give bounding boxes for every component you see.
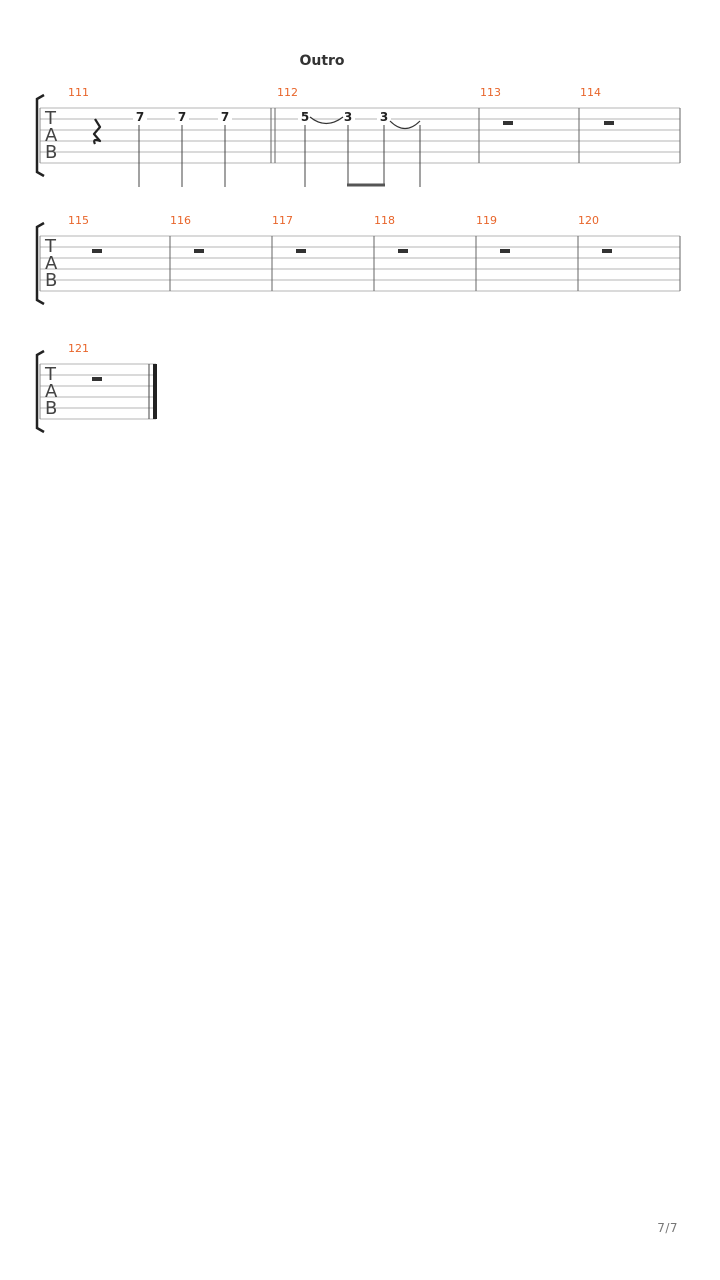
final-barline-thick [153,364,157,419]
tab-clef-b: B [45,142,58,163]
tab-clef-a: A [45,381,58,402]
measure-number: 118 [374,214,395,227]
page-number: 7/7 [657,1221,678,1235]
tab-clef-b: B [45,270,58,291]
measure-number: 115 [68,214,89,227]
measure-number: 116 [170,214,191,227]
whole-rest-icon [602,249,612,253]
tie-arc [390,121,420,129]
note-stems [139,125,225,187]
quarter-rest-icon [94,119,100,144]
tab-clef-a: A [45,253,58,274]
staff-lines [40,236,680,291]
whole-rest-icon [194,249,204,253]
tab-clef-a: A [45,125,58,146]
tab-clef-b: B [45,398,58,419]
barlines [170,236,680,291]
whole-rest-icon [92,377,102,381]
whole-rest-icon [500,249,510,253]
section-title: Outro [299,53,345,69]
measure-number: 119 [476,214,497,227]
tab-clef-t: T [45,236,56,257]
whole-rest-icon [604,121,614,125]
measure-number: 113 [480,86,501,99]
system-1 [37,86,680,187]
measure-number: 111 [68,86,89,99]
fret-number: 5 [300,110,310,124]
fret-number: 3 [379,110,389,124]
fret-number: 7 [220,110,230,124]
measure-number: 121 [68,342,89,355]
tab-clef-t: T [45,364,56,385]
fret-number: 7 [135,110,145,124]
whole-rest-icon [296,249,306,253]
tab-clef-t: T [45,108,56,129]
note-stems [305,125,420,187]
measure-number: 120 [578,214,599,227]
system-3 [37,342,157,432]
staff-lines [40,364,156,419]
whole-rest-icon [92,249,102,253]
measure-number: 112 [277,86,298,99]
whole-rest-icon [398,249,408,253]
tie-arc [310,117,343,124]
measure-number: 117 [272,214,293,227]
fret-number: 3 [343,110,353,124]
whole-rest-icon [503,121,513,125]
measure-number: 114 [580,86,601,99]
barlines [271,108,680,163]
system-2 [37,214,680,304]
fret-number: 7 [177,110,187,124]
